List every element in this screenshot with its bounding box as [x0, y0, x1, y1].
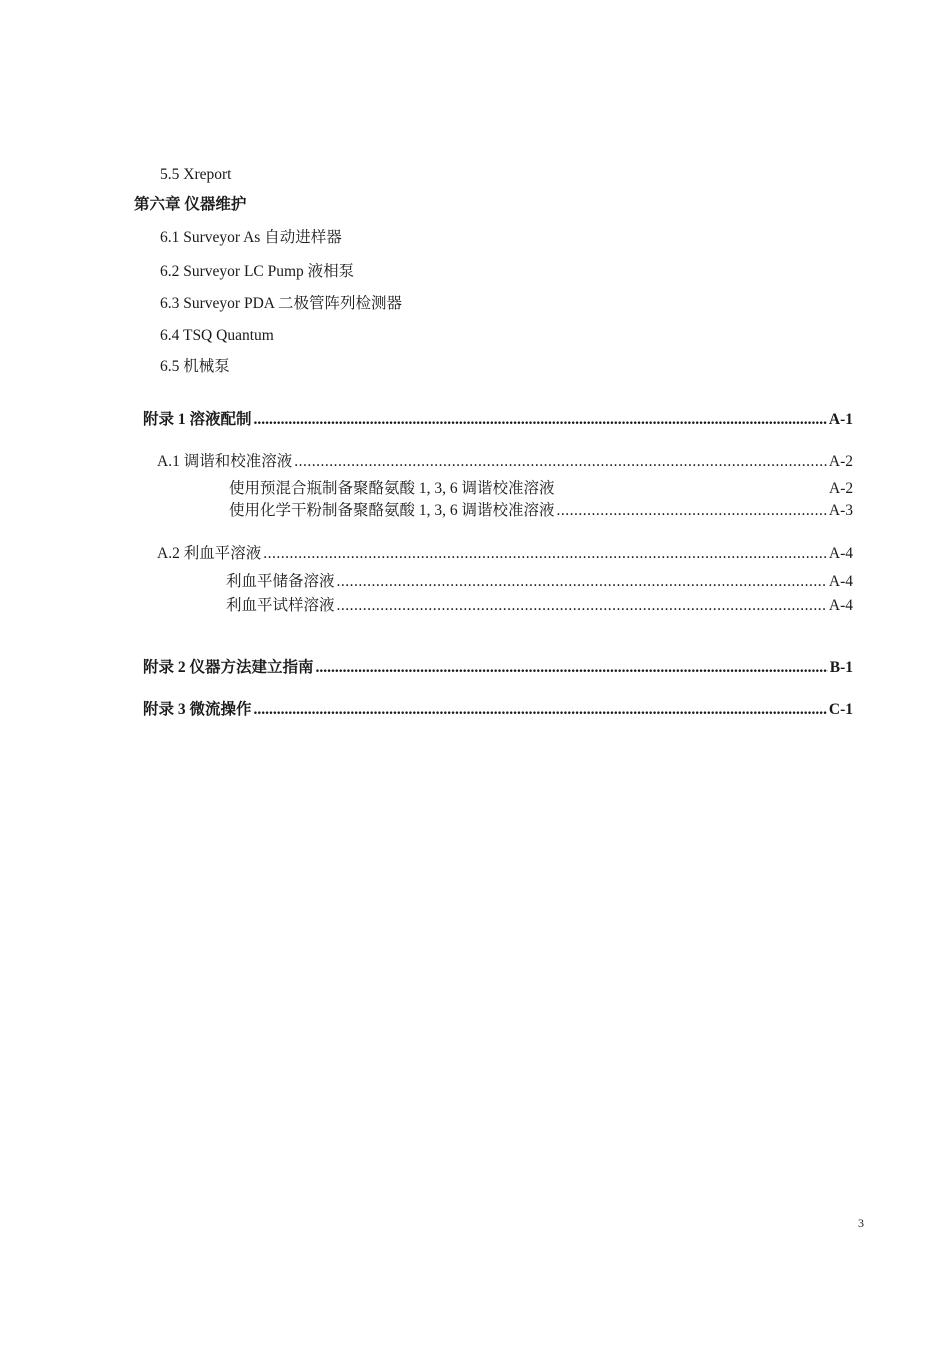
toc-entry-title: 利血平储备溶液 — [226, 573, 335, 590]
toc-entry-title: 附录 1 溶液配制 — [143, 411, 252, 428]
toc-a1 — [157, 452, 853, 472]
toc-entry-page: A-4 — [828, 545, 853, 562]
toc-a2-sample — [226, 596, 853, 616]
toc-entry-title: 使用化学干粉制备聚酪氨酸 1, 3, 6 调谐校准溶液 — [229, 502, 555, 519]
dot-leader — [557, 501, 827, 521]
toc-a2 — [157, 544, 853, 564]
toc-entry-title: 附录 3 微流操作 — [143, 701, 252, 718]
toc-appendix-2 — [143, 658, 853, 678]
toc-entry-title: A.2 利血平溶液 — [157, 545, 262, 562]
toc-entry-title: A.1 调谐和校准溶液 — [157, 453, 293, 470]
dot-leader — [254, 410, 827, 430]
toc-line-6-4: 6.4 TSQ Quantum — [160, 327, 274, 344]
toc-appendix-1 — [143, 410, 853, 430]
toc-line-6-3: 6.3 Surveyor PDA 二极管阵列检测器 — [160, 295, 402, 312]
toc-chapter-6: 第六章 仪器维护 — [134, 196, 247, 213]
toc-entry-page: A-3 — [828, 502, 853, 519]
toc-a1-premixed: 使用预混合瓶制备聚酪氨酸 1, 3, 6 调谐校准溶液 — [229, 480, 555, 497]
toc-a1-dry-powder — [229, 501, 853, 521]
toc-entry-page: C-1 — [828, 701, 853, 718]
toc-entry-page: B-1 — [829, 659, 853, 676]
toc-appendix-3 — [143, 700, 853, 720]
toc-a2-stock — [226, 572, 853, 592]
toc-entry-page: A-2 — [828, 453, 853, 470]
toc-entry-title: 附录 2 仪器方法建立指南 — [143, 659, 314, 676]
toc-line-6-5: 6.5 机械泵 — [160, 358, 230, 375]
dot-leader — [254, 700, 827, 720]
dot-leader — [337, 572, 827, 592]
dot-leader — [316, 658, 828, 678]
dot-leader — [337, 596, 827, 616]
toc-line-5-5: 5.5 Xreport — [160, 166, 232, 183]
toc-entry-title: 利血平试样溶液 — [226, 597, 335, 614]
toc-entry-page: A-1 — [828, 411, 853, 428]
toc-line-6-2: 6.2 Surveyor LC Pump 液相泵 — [160, 263, 355, 280]
dot-leader — [294, 452, 827, 472]
page-number: 3 — [858, 1216, 864, 1230]
toc-line-6-1: 6.1 Surveyor As 自动进样器 — [160, 229, 342, 246]
dot-leader — [263, 544, 827, 564]
toc-entry-page: A-4 — [828, 573, 853, 590]
toc-a1-premixed-page: A-2 — [829, 480, 854, 497]
toc-entry-page: A-4 — [828, 597, 853, 614]
